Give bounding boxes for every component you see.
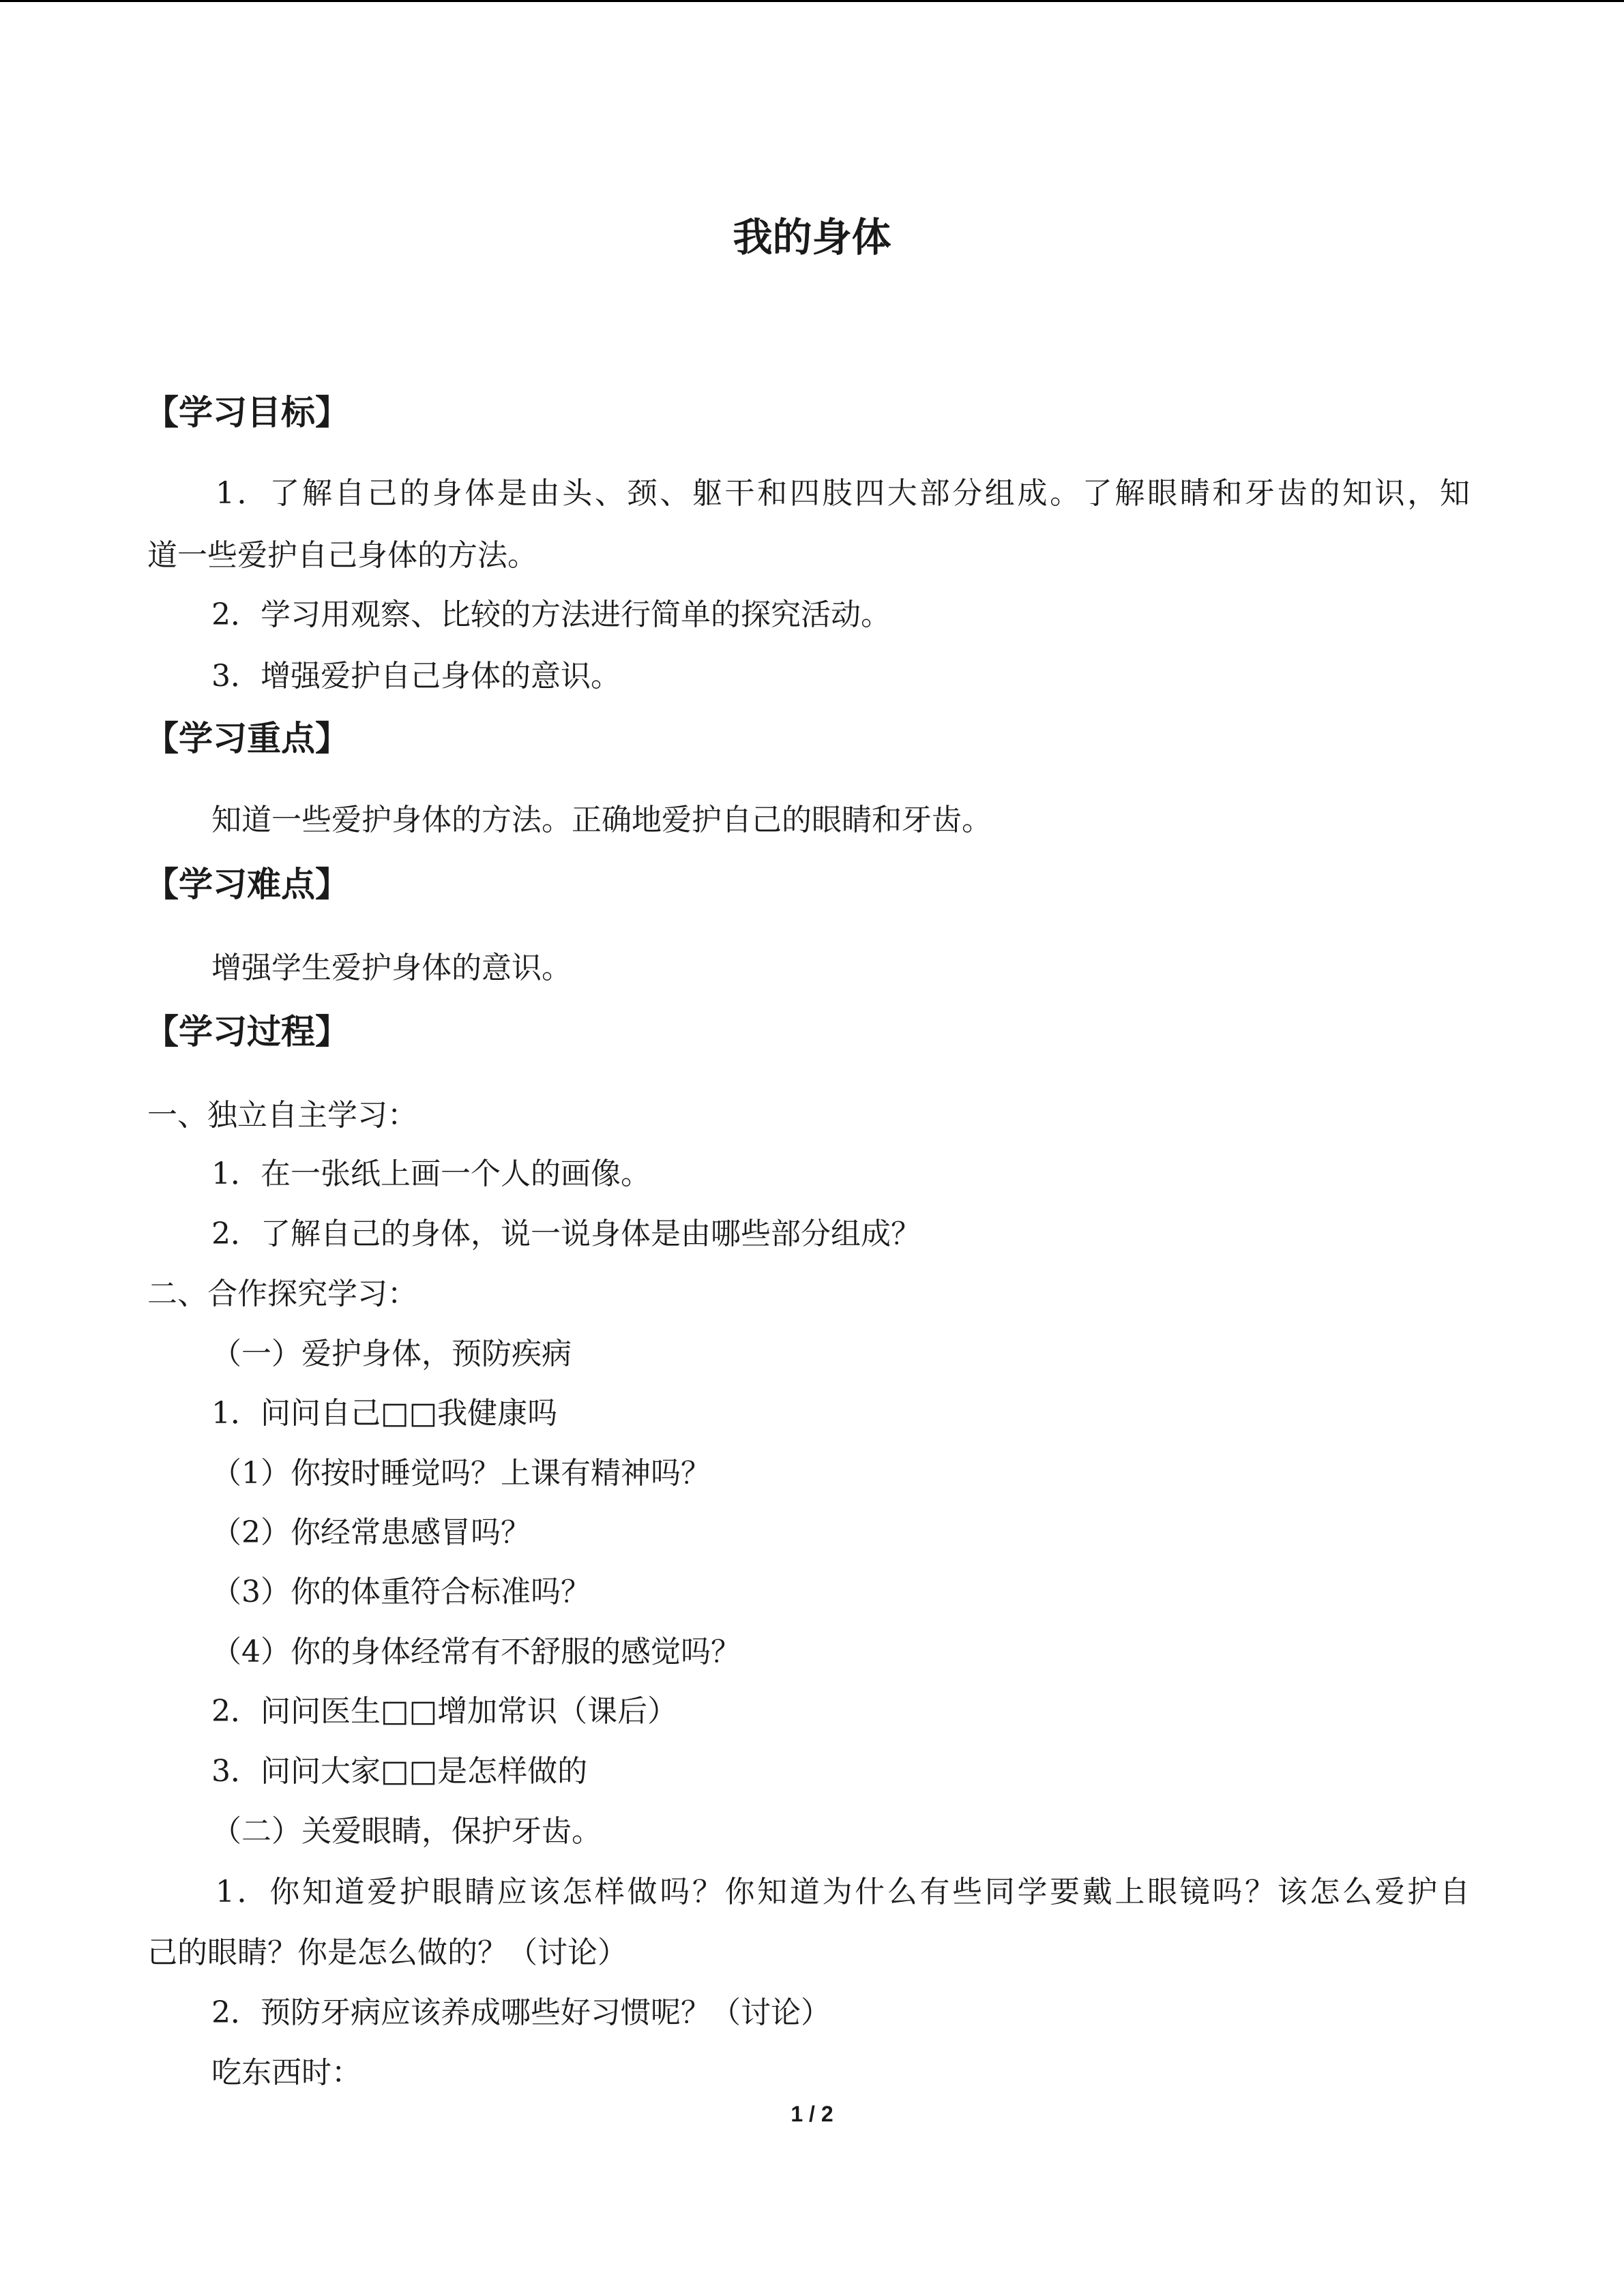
objectives-heading: 【学习目标】 [145,393,349,432]
process-line: 1．在一张纸上画一个人的画像。 [211,1157,651,1191]
process-line: 2．了解自己的身体，说一说身体是由哪些部分组成？ [211,1217,921,1251]
page-title: 我的身体 [733,214,891,260]
process-line: 1．你知道爱护眼睛应该怎样做吗？你知道为什么有些同学要戴上眼镜吗？该怎么爱护自 [216,1875,1470,1909]
process-line: 2．问问医生□□增加常识（课后） [211,1694,678,1729]
objective-item-2: 2．学习用观察、比较的方法进行简单的探究活动。 [211,597,891,632]
top-border-line [0,0,1624,2]
process-line: 3．问问大家□□是怎样做的 [211,1754,588,1789]
process-part-2-heading: 二、合作探究学习： [147,1277,417,1311]
process-question: （1）你按时睡觉吗？上课有精神吗？ [211,1456,711,1491]
process-subsection-1: （一）爱护身体，预防疾病 [211,1337,572,1371]
page-number: 1 / 2 [791,2102,833,2126]
process-line-continued: 己的眼睛？你是怎么做的？（讨论） [147,1935,628,1970]
process-heading: 【学习过程】 [145,1012,349,1052]
process-line: 1．问问自己□□我健康吗 [211,1396,558,1431]
process-line: 吃东西时： [211,2055,361,2090]
objective-item-1: 1．了解自己的身体是由头、颈、躯干和四肢四大部分组成。了解眼睛和牙齿的知识，知 [216,476,1470,511]
process-question: （2）你经常患感冒吗？ [211,1515,531,1550]
difficulties-heading: 【学习难点】 [145,865,349,904]
difficulties-text: 增强学生爱护身体的意识。 [211,951,572,985]
process-part-1-heading: 一、独立自主学习： [147,1098,417,1133]
process-question: （3）你的体重符合标准吗？ [211,1575,591,1609]
process-question: （4）你的身体经常有不舒服的感觉吗？ [211,1635,741,1669]
objective-item-3: 3．增强爱护自己身体的意识。 [211,659,621,694]
objective-item-1-continued: 道一些爱护自己身体的方法。 [147,538,537,573]
process-line: 2．预防牙病应该养成哪些好习惯呢？（讨论） [211,1995,831,2030]
key-points-text: 知道一些爱护身体的方法。正确地爱护自己的眼睛和牙齿。 [211,803,992,837]
key-points-heading: 【学习重点】 [145,719,349,758]
process-subsection-2: （二）关爱眼睛，保护牙齿。 [211,1814,602,1849]
